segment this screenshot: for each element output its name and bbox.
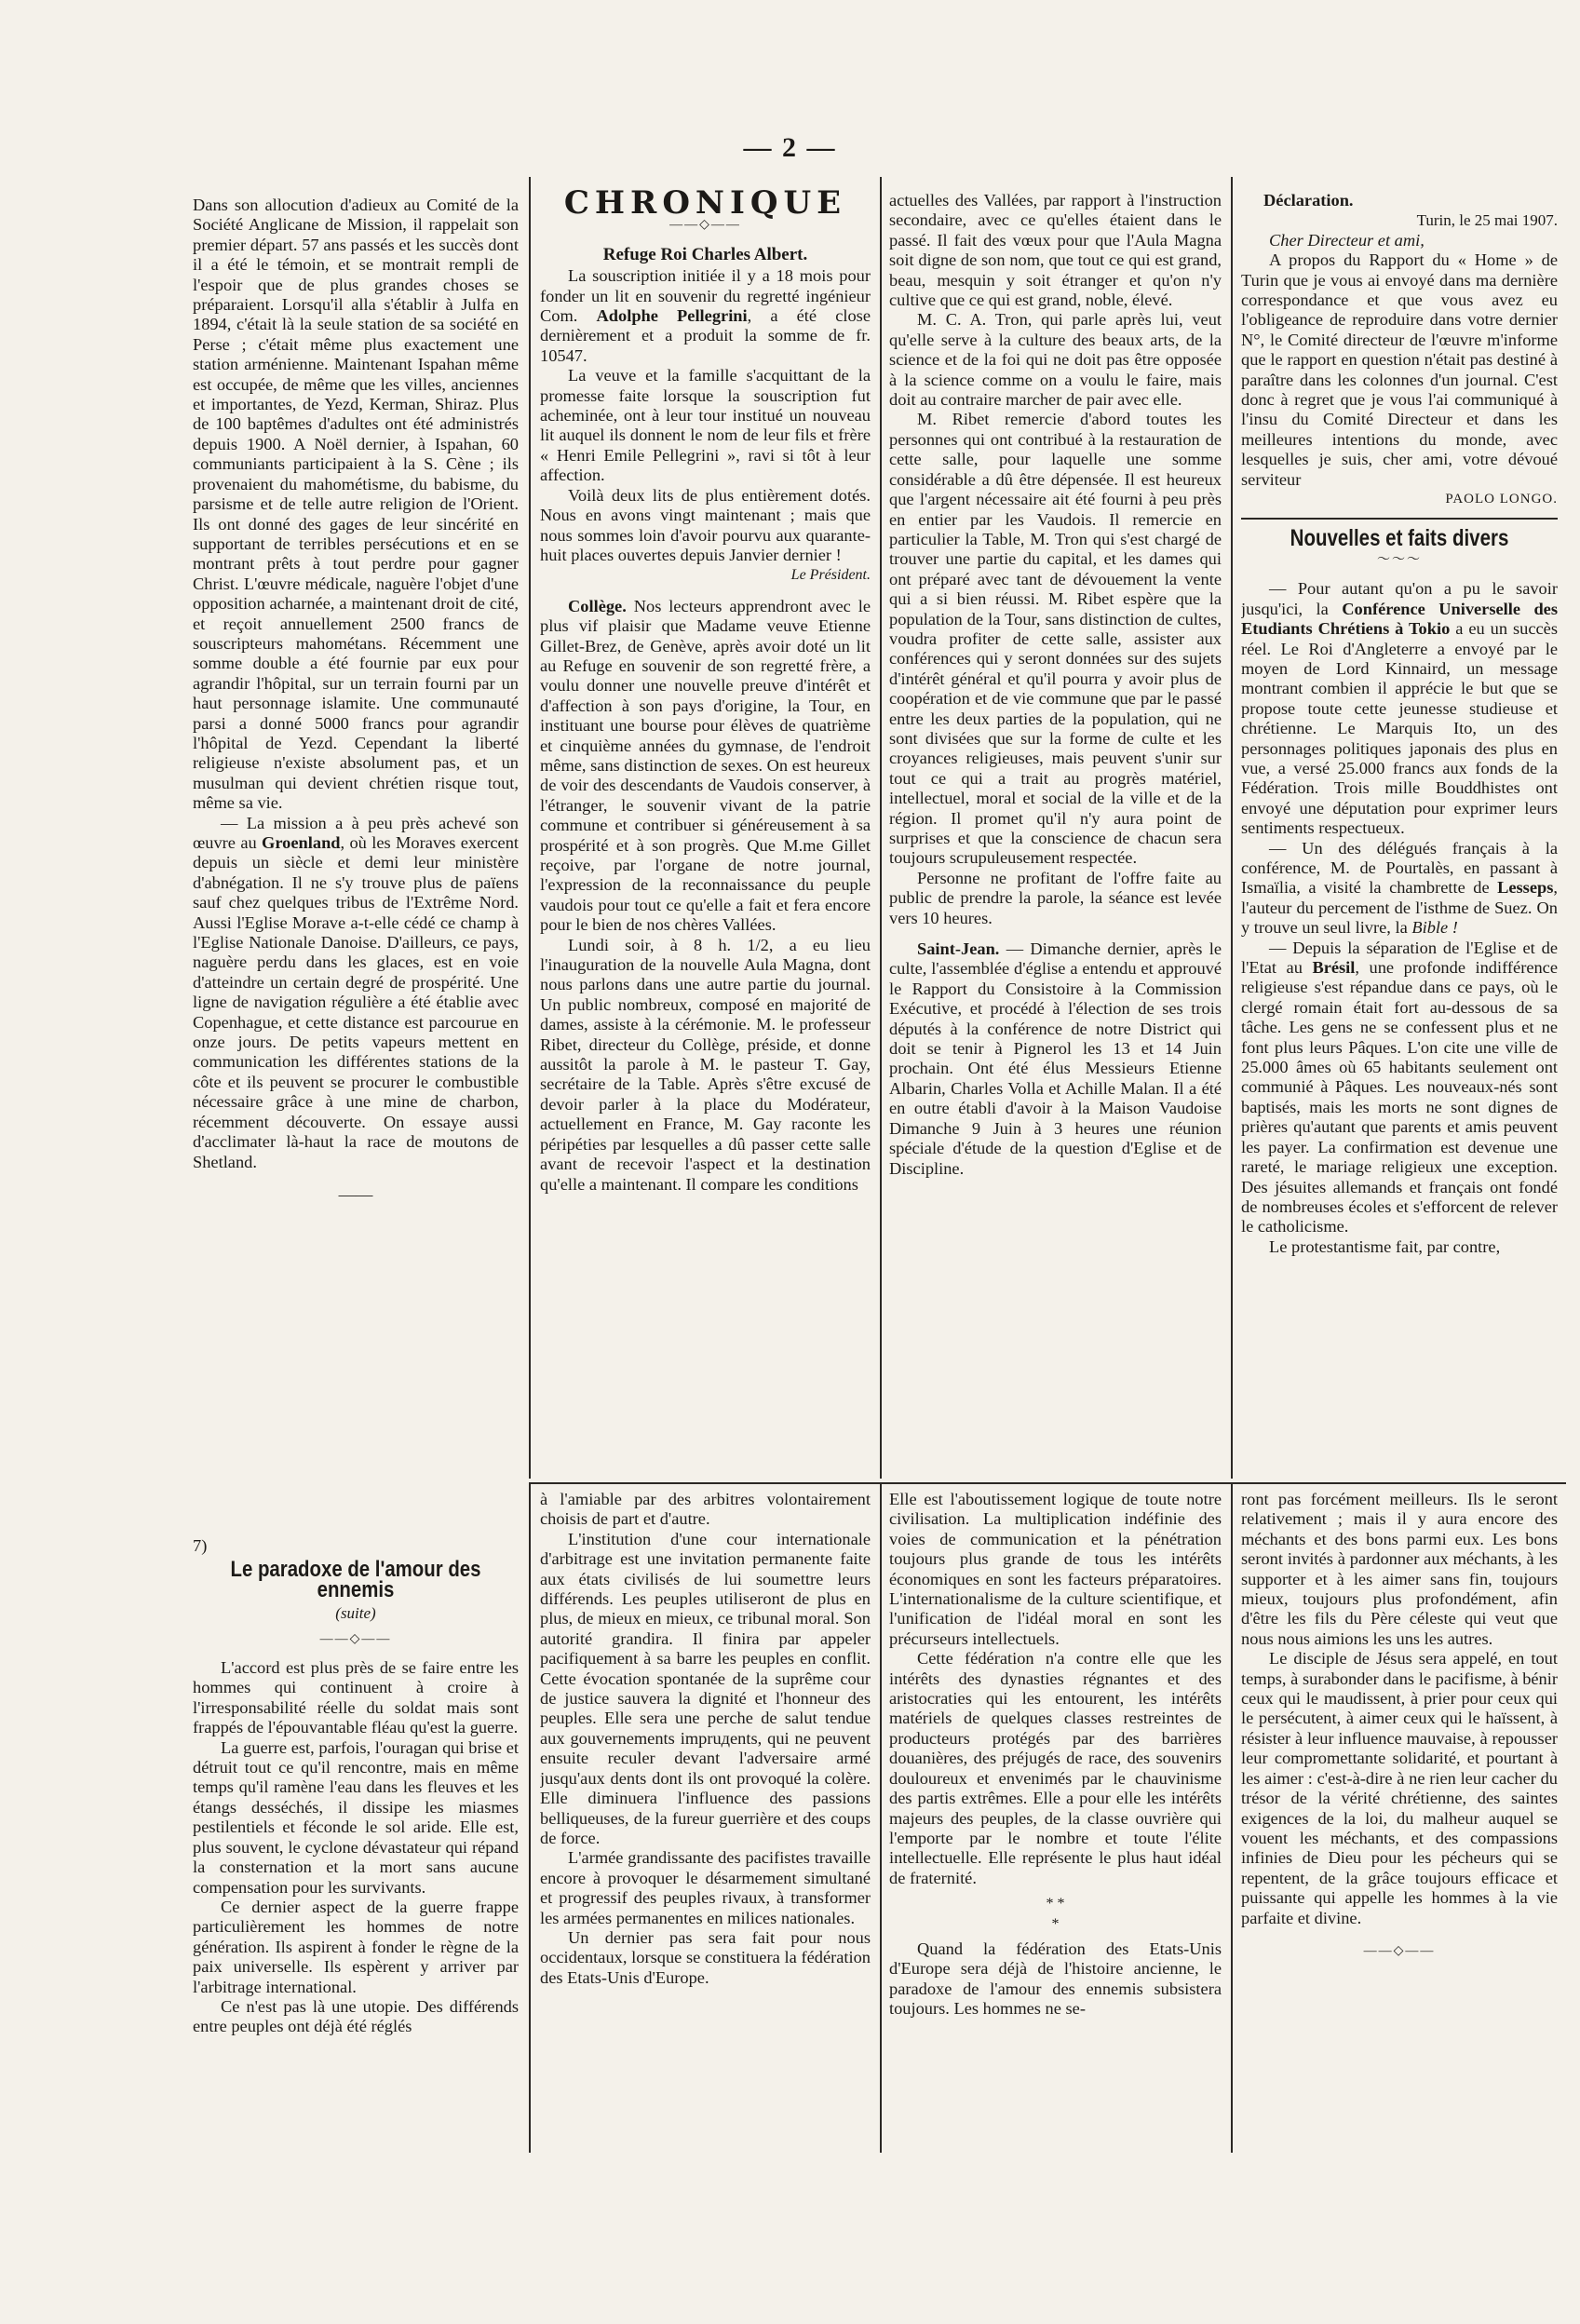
- news-item: — Un des délégués français à la conférence, M. de Pourtalès, en passant à Ismaïlia, a visité la chambrette de Lesseps, l'auteur du percement de l'isthme de Suez. On y trouve un seul livre, la Bible !: [1241, 838, 1558, 938]
- refuge-paragraph: La souscription initiée il y a 18 mois pour fonder un lit en souvenir du regretté ingénieur Com. Adolphe Pellegrini, a été close dernièrement et a produit la somme de fr. 10547.: [540, 266, 871, 365]
- aula-paragraph: M. Ribet remercie d'abord toutes les personnes qui ont contribué à la restauration de cette salle, pour laquelle une somme considérable a dû être dépensée. Il est heureux que l'argent nécessaire ait été fourni à peu près en entier par les Vaudois. Il remercie en particulier la Table, M. Tron qui s'est chargé de trouver une partie du capital, et les dames qui ont préparé avec tant de dévouement la vente qui a si bien réussi. M. Ribet espère que la population de la Tour, sans distinction de cultes, voudra profiter de cette salle, assister aux conférences qui y seront données sur des sujets d'intérêt général et qu'il pourra y avoir plus de coopération et de vie commune que par le passé entre les deux parties de la population, qui ne sont divisées que sur la forme de culte et les croyances religieuses, mais peuvent s'unir sur tout ce qui a trait au progrès matériel, intellectuel, moral et social de la ville et de la région. Il promet qu'il n'y aura point de surprises et que la conscience de chacun sera toujours scrupuleusement respectée.: [889, 410, 1222, 868]
- paradoxe-paragraph: Le disciple de Jésus sera appelé, en tout temps, à surabonder dans le pacifisme, à bénir ceux qui le maudissent, à prier pour ceux qui le persécutent, à aimer ceux qui le haïssent, à résister à leur influence mauvaise, à repousser leur compromettante solidarité, et pourtant à les aimer : c'est-à-dire à ne rien leur cacher du trésor de la vérité chrétienne, des saintes exigences de la loi, du malheur auquel se vouent les méchants, et des compassions infinies de Dieu pour les pécheurs qui se repentent, de la grâce toujours efficace et puissante qui appelle les hommes à la vie parfaite et divine.: [1241, 1649, 1558, 1927]
- feuilleton-number: 7): [193, 1536, 208, 1555]
- paradoxe-paragraph: ront pas forcément meilleurs. Ils le seront relativement ; mais il y aura encore des méchants et des bons parmi eux. Les bons seront invités à pardonner aux méchants, à les supporter et à les aimer sans fin, toujours mieux, toujours plus profondément, afin d'être les fils du Père céleste qui veut que nous nous aimions les uns les autres.: [1241, 1490, 1558, 1648]
- column-rule: [1231, 177, 1233, 1479]
- paradoxe-paragraph: L'institution d'une cour internationale d'arbitrage est une invitation permanente faite aux états civilisés de lui soumettre leurs différends. Les peuples utiliseront de plus en plus, de mieux en mieux, ce tribunal moral. Son autorité grandira. Il finira par appeler pacifiquement à sa barre les peuples en conflit. Cette évocation spontanée de la suprême cour de justice sauvera la dignité et l'honneur des peuples. Elle sera une perche de salut tendue aux gouvernements impruдents, qui ne peuvent ensuite reculer devant l'adversaire armé jusqu'aux dents dont ils ont provoqué la colère. Elle diminuera l'influence des passions belliqueuses, de la fureur guerrière et des coups de force.: [540, 1529, 871, 1847]
- ornament: ——◇——: [1363, 1943, 1436, 1958]
- ornament: ——◇——: [319, 1631, 392, 1646]
- declaration-salutation: Cher Directeur et ami,: [1269, 230, 1425, 250]
- paradoxe-column-4: [1241, 1490, 1558, 2151]
- column-4-upper: [1241, 191, 1558, 1480]
- page-number: — 2 —: [743, 132, 837, 163]
- refuge-paragraph: Voilà deux lits de plus entièrement dotés. Nous en avons vingt maintenant ; mais que nous sommes loin d'avoir pourvu aux quarante-huit places ouvertes depuis Janvier dernier !: [540, 485, 871, 564]
- president-signature: Le Président.: [790, 567, 871, 584]
- declaration-date: Turin, le 25 mai 1907.: [1416, 211, 1558, 230]
- section-rule: [531, 1482, 1566, 1484]
- end-mark: ——: [338, 1184, 373, 1204]
- column-rule: [880, 177, 882, 1479]
- column-rule: [880, 1482, 882, 2153]
- column-rule: [529, 177, 531, 1479]
- paradoxe-paragraph: Elle est l'aboutissement logique de toute notre civilisation. La multiplication indéfinie des voies de communication et la pénétration toujours plus grande de tous les intérêts économiques en sont les facteurs préparatoires. L'internationalisme de la culture scientifique, et l'unification de l'idéal moral en sont les précurseurs intellectuels.: [889, 1490, 1222, 1648]
- ornament: ～～～: [1377, 552, 1422, 567]
- refuge-title: Refuge Roi Charles Albert.: [602, 244, 808, 264]
- college-paragraph: Lundi soir, à 8 h. 1/2, a eu lieu l'inauguration de la nouvelle Aula Magna, dont nous parlons dans une autre partie du journal. Un public nombreux, composé en majorité de dames, assiste à la cérémonie. M. le professeur Ribet, directeur du Collège, préside, et donne aussitôt la parole à M. le pasteur T. Gay, secrétaire de la Table. Après s'être excusé de devoir parler à la place du Modérateur, actuellement en France, M. Gay raconte les péripéties par lesquelles a dû passer cette salle avant de recevoir l'aspect et la destination qu'elle a maintenant. Il compare les conditions: [540, 935, 871, 1194]
- paradoxe-paragraph: L'armée grandissante des pacifistes travaille encore à provoquer le désarmement simultané et progressif des peuples rivaux, à transformer les armées permanentes en milices nationales.: [540, 1848, 871, 1927]
- news-item: — Depuis la séparation de l'Eglise et de l'Etat au Brésil, une profonde indifférence religieuse s'est répandue dans ce pays, où le clergé romain était fort au-dessous de sa tâche. Les gens ne se confessent plus et ne font plus leurs Pâques. L'on cite une ville de 25.000 âmes où 65 habitants seulement ont communié à Pâques. Les nouveaux-nés sont baptisés, mais les morts ne sont dignes de prières qu'autant que parents et amis peuvent les payer. La confirmation est devenue une rareté, le mariage religieux une exception. Des jésuites allemands et français ont fondé de nombreuses écoles et s'efforcent de relever le catholicisme.: [1241, 938, 1558, 1236]
- section-stars: * * *: [1046, 1896, 1065, 1932]
- section-rule: [1241, 518, 1558, 520]
- paradoxe-suite: (suite): [335, 1604, 376, 1623]
- refuge-paragraph: La veuve et la famille s'acquittant de la promesse faite lorsque la souscription fut acheminée, ont à leur tour institué un nouveau lit auquel ils donnent le nom de leur fils et frère « Henri Emile Pellegrini », ravi si tôt à leur affection.: [540, 366, 871, 485]
- column-2-chronique: [540, 186, 871, 1480]
- saint-jean-paragraph: Saint-Jean. — Dimanche dernier, après le culte, l'assemblée d'église a entendu et approuvé le Rapport du Consistoire à la Commission Exécutive, et procédé à l'élection de ses trois députés à la conférence de notre District qui doit se tenir à Pignerol les 13 et 14 Juin prochain. Ont été élus Messieurs Etienne Albarin, Charles Volla et Achille Malan. Il a été en outre établi d'avoir à la Maison Vaudoise Dimanche 9 Juin à 3 heures une réunion spéciale d'étude de la question d'Eglise et de Discipline.: [889, 939, 1222, 1178]
- chronique-title: CHRONIQUE: [563, 186, 847, 222]
- news-item: Le protestantisme fait, par contre,: [1269, 1236, 1501, 1256]
- declaration-text: A propos du Rapport du « Home » de Turin que je vous ai envoyé dans ma dernière correspondance et que vous avez eu l'obligeance de reproduire dans votre dernier N°, le Comité directeur de l'œuvre m'informe que le rapport en question n'était pas destiné à paraître dans les colonnes d'un journal. C'est donc à regret que je vous l'ai communiqué à l'insu du Comité Directeur et dans les meilleures intentions du monde, avec lesquelles je suis, cher ami, votre dévoué serviteur: [1241, 250, 1558, 489]
- paradoxe-paragraph: à l'amiable par des arbitres volontairement choisis de part et d'autre.: [540, 1490, 871, 1529]
- aula-paragraph: M. C. A. Tron, qui parle après lui, veut qu'elle serve à la culture des beaux arts, de la science et de la foi qui ne doit pas être opposée à la science comme on a voulu le faire, mais doit au contraire marcher de pair avec elle.: [889, 310, 1222, 410]
- paradoxe-paragraph: L'accord est plus près de se faire entre les hommes qui continuent à croire à l'irresponsabilité réelle du soldat mais sont frappés de l'épouvantable fléau qu'est la guerre.: [193, 1658, 519, 1737]
- paradoxe-paragraph: Ce n'est pas là une utopie. Des différends entre peuples ont déjà été réglés: [193, 1996, 519, 2036]
- ornament: ——◇——: [669, 218, 741, 233]
- aula-paragraph: Personne ne profitant de l'offre faite au public de prendre la parole, la séance est levée vers 10 heures.: [889, 868, 1222, 927]
- article-persia: Dans son allocution d'adieux au Comité de la Société Anglicane de Mission, il rappelait son premier départ. 57 ans passés et les succès dont il a été le témoin, et se montrait rempli de l'espoir que de plus grandes choses se préparaient. Lorsqu'il alla s'établir à Julfa en 1894, c'était là la seule station de sa société en Perse ; c'était même plus exactement une station arménienne. Maintenant Ispahan même est occupée, de même que les villes, anciennes et importantes, de Yezd, Kerman, Shiraz. Plus de 100 baptêmes d'adultes ont été administrés depuis 1900. A Noël dernier, à Ispahan, 60 communiants participaient à la S. Cène ; ils provenaient du mahométisme, du babisme, du parsisme et de telle autre religion de l'Orient. Ils ont donné des gages de leur sincérité en supportant de terribles persécutions et en se montrant prêts à tout perdre pour gagner Christ. L'œuvre médicale, naguère l'objet d'une opposition acharnée, a maintenant droit de cité, et reçoit annuellement 2500 francs de souscripteurs mahométans. Récemment une somme double a été fournie par eux pour agrandir l'hôpital, sur un terrain fourni par un haut personnage islamite. Une communauté parsi a donné 5000 francs pour agrandir l'hôpital de Yezd. Cependant la liberté religieuse n'existe absolument pas, et un musulman qui devient chrétien risque tout, même sa vie.: [193, 196, 519, 813]
- column-1-upper: [193, 196, 519, 1480]
- aula-paragraph: actuelles des Vallées, par rapport à l'instruction secondaire, avec ce qu'elles étaient dans le passé. Il fait des vœux pour que l'Aula Magna soit digne de son nom, que tout ce qui est grand, beau, mesquin y soit étranger et qu'on n'y cultive que ce qui est grand, noble, élevé.: [889, 191, 1222, 310]
- column-rule: [529, 1482, 531, 2153]
- paradoxe-paragraph: Cette fédération n'a contre elle que les intérêts des dynasties régnantes et des aristocraties qui les entourent, les intérêts matériels de quelques classes restreintes de producteurs protégés par des barrières douanières, des préjugés de race, des souvenirs douloureux et envenimés par le chauvinisme des partis extrêmes. Elle a pour elle les intérêts majeurs des peuples, de la classe ouvrière qui l'emporte par le nombre et toute l'élite intellectuelle. Elle représente le plus haut idéal de fraternité.: [889, 1649, 1222, 1887]
- paradoxe-paragraph: Ce dernier aspect de la guerre frappe particulièrement les hommes de notre génération. Ils aspirent à fonder le règne de la paix universelle. Ils espèrent y arriver par l'arbitrage international.: [193, 1897, 519, 1996]
- column-3-upper: [889, 191, 1222, 1480]
- paradoxe-column-2: [540, 1490, 871, 2151]
- declaration-title: Déclaration.: [1263, 191, 1354, 209]
- paradoxe-paragraph: Quand la fédération des Etats-Unis d'Europe sera déjà de l'histoire ancienne, le paradoxe de l'amour des ennemis subsistera toujours. Les hommes ne se-: [889, 1939, 1222, 2019]
- paradoxe-paragraph: La guerre est, parfois, l'ouragan qui brise et détruit tout ce qu'il rencontre, mais en même temps qu'il ramène l'eau dans les fleuves et les étangs desséchés, il dissipe les miasmes pestilentiels et féconde le sol aride. Elle est, plus souvent, le cyclone dévastateur qui répand la consternation et la mort sans aucune compensation pour les survivants.: [193, 1737, 519, 1897]
- article-greenland: — La mission a à peu près achevé son œuvre au Groenland, où les Moraves exercent depuis un siècle et demi leur ministère d'abnégation. Il ne s'y trouve plus de païens sauf chez quelques tribus de l'Extrême Nord. Aussi l'Eglise Morave a-t-elle cédé ce champ à l'Eglise Nationale Danoise. D'ailleurs, ce pays, naguère perdu dans les glaces, est en voie d'atteindre un certain degré de prospérité. Une ligne de navigation régulière a été établie avec Copenhague, et cette distance est parcourue en onze jours. De petits vapeurs mettent en communication les différentes stations de la côte et ils peuvent se procurer le combustible nécessaire grâce à une mine de charbon, récemment découverte. On essaye aussi d'acclimater là-haut la race de moutons de Shetland.: [193, 813, 519, 1171]
- column-rule: [1231, 1482, 1233, 2153]
- paradoxe-title: Le paradoxe de l'amour des ennemis: [230, 1557, 481, 1602]
- paradoxe-column-3: [889, 1490, 1222, 2151]
- college-paragraph: Collège. Nos lecteurs apprendront avec le plus vif plaisir que Madame veuve Etienne Gillet-Brez, de Genève, après avoir doté un lit au Refuge en souvenir de son regretté frère, a voulu donner une nouvelle preuve d'intérêt et d'affection à son pays d'origine, la Tour, en instituant une bourse pour élèves de quatrième et cinquième années du gymnase, de l'endroit même, sans distinction de sexes. On est heureux de voir des descendants de Vaudois conserver, à l'étranger, le souvenir vivant de la patrie commune et contribuer si généreusement à sa prospérité et à son progrès. Que M.me Gillet reçoive, par l'organe de notre journal, l'expression de la reconnaissance du peuple vaudois pour tout ce qu'elle a fait et fera encore pour le bien de nos chères Vallées.: [540, 596, 871, 935]
- paradoxe-column-1: [193, 1536, 519, 2151]
- news-item: — Pour autant qu'on a pu le savoir jusqu'ici, la Conférence Universelle des Etudiants Chrétiens à Tokio a eu un succès réel. Le Roi d'Angleterre a envoyé par le moyen de Lord Kinnaird, un message montrant combien il apprécie le but que se propose toute cette jeunesse studieuse et chrétienne. Le Marquis Ito, un des personnages politiques japonais des plus en vue, a versé 25.000 francs aux fonds de la Fédération. Trois mille Bouddhistes ont envoyé une députation pour exprimer leurs sentiments respectueux.: [1241, 579, 1558, 838]
- declaration-signature: PAOLO LONGO.: [1445, 492, 1558, 507]
- paradoxe-paragraph: Un dernier pas sera fait pour nous occidentaux, lorsque se constituera la fédération des Etats-Unis d'Europe.: [540, 1927, 871, 1987]
- nouvelles-title: Nouvelles et faits divers: [1290, 524, 1509, 551]
